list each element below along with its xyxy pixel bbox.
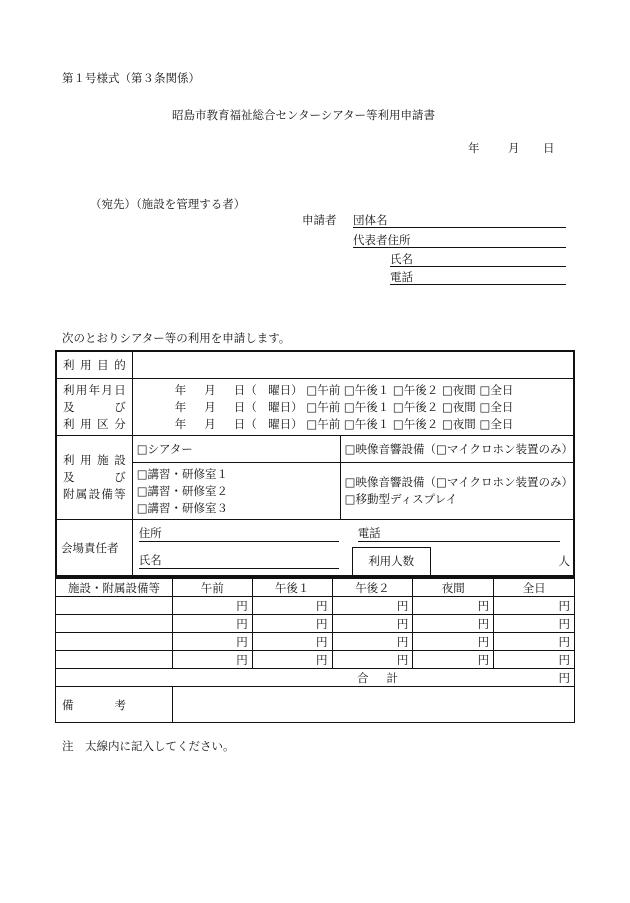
manager-address-label: 住所 <box>138 526 162 540</box>
facility-rooms-cell[interactable] <box>132 463 340 520</box>
date-year: 年 <box>174 416 187 431</box>
room2-checkbox[interactable]: □講習・研修室２ <box>136 483 229 498</box>
fee-allday-cell[interactable]: 円 <box>494 633 575 651</box>
fee-facility-cell[interactable] <box>56 615 173 633</box>
date-day: 日 <box>233 416 246 431</box>
org-name-field[interactable] <box>353 213 566 228</box>
fee-row <box>56 651 575 669</box>
manager-phone-label: 電話 <box>357 526 381 540</box>
date-row[interactable] <box>133 382 573 399</box>
option-morning-checkbox[interactable]: □午前 <box>306 382 341 397</box>
purpose-label-cell <box>57 352 133 379</box>
form-number: 第１号様式（第３条関係） <box>62 71 200 85</box>
fee-total-row[interactable] <box>56 669 575 687</box>
applicant-name-label: 氏名 <box>390 252 413 266</box>
option-afternoon1-checkbox[interactable]: □午後１ <box>343 399 390 414</box>
applicant-name-field[interactable] <box>390 252 566 267</box>
theater-equipment-checkbox[interactable]: □映像音響設備（□マイクロホン装置のみ） <box>340 436 573 463</box>
representative-address-field[interactable] <box>353 233 566 248</box>
fee-afternoon1-cell[interactable]: 円 <box>252 615 332 633</box>
remarks-label-cell <box>56 687 173 723</box>
manager-phone-field[interactable] <box>358 525 560 542</box>
date-year: 年 <box>174 382 187 397</box>
room1-checkbox[interactable]: □講習・研修室１ <box>136 466 229 481</box>
date-fields-cell[interactable] <box>132 379 573 436</box>
date-row[interactable] <box>133 416 573 433</box>
option-allday-checkbox[interactable]: □全日 <box>479 382 514 397</box>
org-name-label: 団体名 <box>353 213 388 227</box>
option-afternoon2-checkbox[interactable]: □午後２ <box>392 382 439 397</box>
fee-total-label: 合計 <box>357 671 416 685</box>
applicant-label: 申請者 <box>302 213 337 227</box>
fee-morning-cell[interactable]: 円 <box>172 633 252 651</box>
purpose-label: 利 用 目 的 <box>63 358 126 372</box>
date-month: 月 <box>204 416 216 431</box>
date-label-cell <box>57 379 133 436</box>
fee-header-allday: 全日 <box>494 579 575 597</box>
date-year: 年 <box>174 399 187 414</box>
option-afternoon2-checkbox[interactable]: □午後２ <box>392 399 439 414</box>
option-morning-checkbox[interactable]: □午前 <box>306 399 341 414</box>
manager-label: 会場責任者 <box>61 540 119 555</box>
date-label-line-2: 及 び <box>63 399 126 414</box>
page-title: 昭島市教育福祉総合センターシアター等利用申請書 <box>172 108 436 122</box>
fee-total-unit: 円 <box>558 671 570 685</box>
fee-morning-cell[interactable]: 円 <box>172 597 252 615</box>
fee-row <box>56 633 575 651</box>
mobile-display-checkbox[interactable]: □移動型ディスプレイ <box>344 492 458 506</box>
date-weekday: （ 曜日） <box>245 382 303 397</box>
attendees-label: 利用人数 <box>352 547 431 575</box>
date-month: 月 <box>204 399 216 414</box>
remarks-label: 備 考 <box>62 697 126 712</box>
option-allday-checkbox[interactable]: □全日 <box>479 416 514 431</box>
facility-label-cell <box>57 436 133 520</box>
manager-address-field[interactable] <box>139 525 339 542</box>
manager-label-cell <box>57 520 133 576</box>
date-weekday: （ 曜日） <box>245 399 303 414</box>
fee-table <box>55 578 575 723</box>
date-weekday: （ 曜日） <box>245 416 303 431</box>
date-day: 日 <box>233 399 246 414</box>
fee-header-morning: 午前 <box>172 579 252 597</box>
intro-text: 次のとおりシアター等の利用を申請します。 <box>62 331 291 345</box>
rooms-av-checkbox[interactable]: □映像音響設備（□マイクロホン装置のみ） <box>344 475 573 489</box>
option-night-checkbox[interactable]: □夜間 <box>441 382 476 397</box>
fee-afternoon2-cell[interactable]: 円 <box>332 597 413 615</box>
fee-facility-cell[interactable] <box>56 633 173 651</box>
fee-afternoon1-cell[interactable]: 円 <box>252 651 332 669</box>
fee-afternoon2-cell[interactable]: 円 <box>332 633 413 651</box>
fee-night-cell[interactable]: 円 <box>413 651 494 669</box>
option-morning-checkbox[interactable]: □午前 <box>306 416 341 431</box>
option-night-checkbox[interactable]: □夜間 <box>441 416 476 431</box>
fee-allday-cell[interactable]: 円 <box>494 615 575 633</box>
fee-morning-cell[interactable]: 円 <box>172 615 252 633</box>
date-row[interactable] <box>133 399 573 416</box>
date-day-label: 日 <box>543 141 555 155</box>
date-month-label: 月 <box>508 141 520 155</box>
fee-afternoon1-cell[interactable]: 円 <box>252 633 332 651</box>
fee-facility-cell[interactable] <box>56 651 173 669</box>
option-afternoon2-checkbox[interactable]: □午後２ <box>392 416 439 431</box>
fee-night-cell[interactable]: 円 <box>413 615 494 633</box>
date-label-line-3: 利 用 区 分 <box>63 416 126 431</box>
facility-theater-checkbox[interactable]: □シアター <box>132 436 340 463</box>
fee-afternoon2-cell[interactable]: 円 <box>332 651 413 669</box>
footnote: 注 太線内に記入してください。 <box>62 739 235 753</box>
fee-facility-cell[interactable] <box>56 597 173 615</box>
applicant-phone-label: 電話 <box>390 270 413 284</box>
manager-name-label: 氏名 <box>138 553 162 567</box>
addressee: （宛先）（施設を管理する者） <box>90 197 246 211</box>
facility-label-line-3: 附 属 設 備 等 <box>63 487 126 501</box>
date-month: 月 <box>204 382 216 397</box>
remarks-field[interactable] <box>172 687 574 723</box>
fee-allday-cell[interactable]: 円 <box>494 651 575 669</box>
date-year-label: 年 <box>468 141 480 155</box>
application-table <box>56 351 574 576</box>
representative-address-label: 代表者住所 <box>353 233 411 247</box>
fee-night-cell[interactable]: 円 <box>413 597 494 615</box>
fee-row <box>56 597 575 615</box>
fee-header-facility: 施設・附属設備等 <box>56 579 173 597</box>
facility-label-line-1: 利 用 施 設 <box>63 453 126 467</box>
fee-header-afternoon2: 午後２ <box>332 579 413 597</box>
fee-afternoon1-cell[interactable]: 円 <box>252 597 332 615</box>
fee-allday-cell[interactable]: 円 <box>494 597 575 615</box>
attendees-unit: 人 <box>558 554 570 568</box>
fee-night-cell[interactable]: 円 <box>413 633 494 651</box>
manager-fields-cell[interactable] <box>132 520 573 576</box>
option-allday-checkbox[interactable]: □全日 <box>479 399 514 414</box>
fee-header-night: 夜間 <box>413 579 494 597</box>
option-night-checkbox[interactable]: □夜間 <box>441 399 476 414</box>
option-afternoon1-checkbox[interactable]: □午後１ <box>343 382 390 397</box>
fee-afternoon2-cell[interactable]: 円 <box>332 615 413 633</box>
facility-label-line-2: 及 び <box>63 470 126 484</box>
manager-name-field[interactable] <box>139 552 339 569</box>
fee-morning-cell[interactable]: 円 <box>172 651 252 669</box>
date-day: 日 <box>233 382 246 397</box>
fee-row <box>56 615 575 633</box>
fee-header-afternoon1: 午後１ <box>252 579 332 597</box>
date-label-line-1: 利 用 年 月 日 <box>63 382 126 397</box>
option-afternoon1-checkbox[interactable]: □午後１ <box>343 416 390 431</box>
purpose-field[interactable] <box>132 352 573 379</box>
room3-checkbox[interactable]: □講習・研修室３ <box>136 500 229 515</box>
rooms-equipment-cell[interactable] <box>340 463 573 520</box>
applicant-phone-field[interactable] <box>390 270 566 285</box>
